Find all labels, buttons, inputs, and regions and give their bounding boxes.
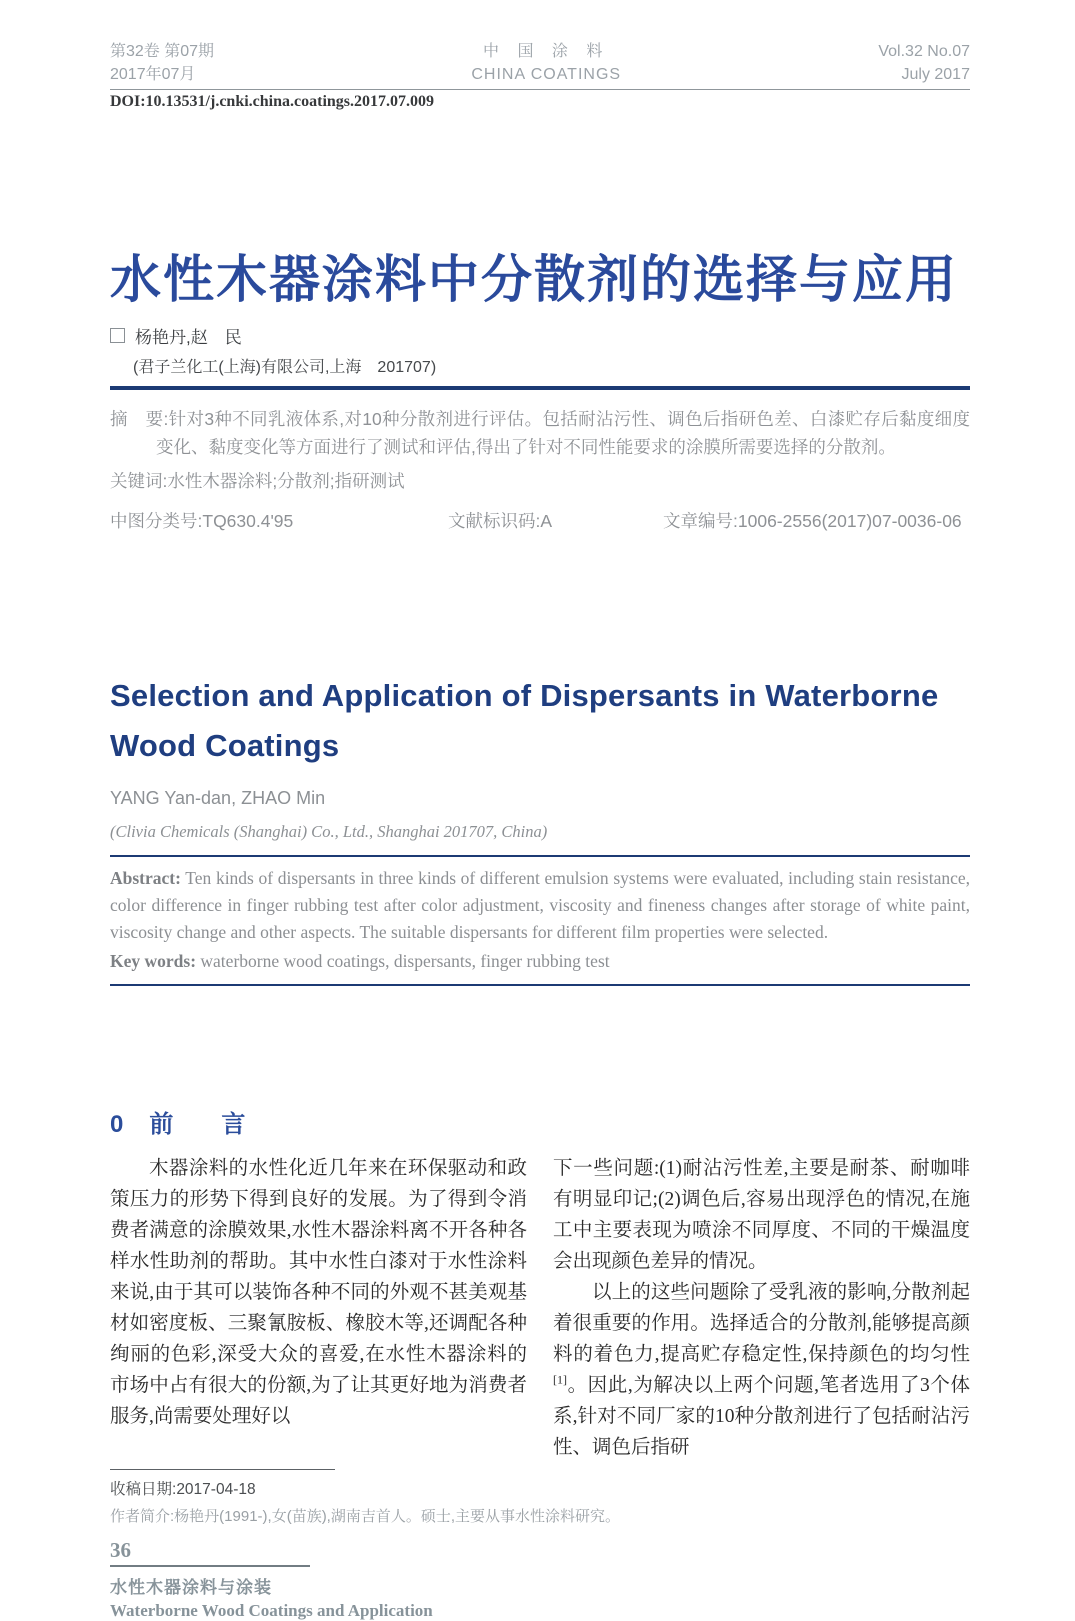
intro-paragraph-right-1: 下一些问题:(1)耐沾污性差,主要是耐茶、耐咖啡有明显印记;(2)调色后,容易出现浮色的情况,在施工中主要表现为喷涂不同厚度、不同的干燥温度会出现颜色差异的情况。 — [553, 1158, 970, 1272]
abstract-divider-top — [110, 855, 970, 857]
abstract-text-en: Ten kinds of dispersants in three kinds of different emulsion systems were evaluated, including stain resistance, color difference in finger rubbing test after color adjustment, viscosity and fineness changes after storage of white paint, viscosity change and other aspects. The suitable dispersants for different film properties were selected. — [110, 868, 970, 942]
authors-cn: 杨艳丹,赵 民 — [135, 328, 242, 347]
body-column-right — [553, 1153, 970, 1463]
footnote-block — [110, 1469, 970, 1526]
author-marker-square-icon — [110, 328, 125, 343]
affiliation-en: (Clivia Chemicals (Shanghai) Co., Ltd., Shanghai 201707, China) — [110, 822, 548, 841]
body-columns — [110, 1153, 970, 1463]
doi-line: DOI:10.13531/j.cnki.china.coatings.2017.07.009 — [110, 93, 435, 110]
author-bio: 作者简介:杨艳丹(1991-),女(苗族),湖南吉首人。硕士,主要从事水性涂料研究。 — [110, 1508, 621, 1525]
page-footer — [110, 1538, 970, 1621]
page — [110, 0, 970, 1621]
header-issue-en — [878, 40, 970, 86]
abstract-label-cn: 摘 要: — [110, 409, 169, 429]
affiliation-cn: (君子兰化工(上海)有限公司,上海 201707) — [133, 359, 437, 376]
journal-name-en: CHINA COATINGS — [471, 66, 622, 83]
journal-name-cn: 中 国 涂 料 — [483, 43, 610, 60]
abstract-divider-bottom — [110, 984, 970, 986]
section-number: 0 — [110, 1111, 124, 1138]
volume-issue-en: Vol.32 No.07 — [878, 43, 970, 60]
keywords-label-cn: 关键词: — [110, 471, 168, 491]
article-title-en: Selection and Application of Dispersants in Waterborne Wood Coatings — [110, 678, 939, 763]
article-title-cn: 水性木器涂料中分散剂的选择与应用 — [110, 251, 959, 308]
keywords-text-cn: 水性木器涂料;分散剂;指研测试 — [167, 471, 405, 491]
clc-number: 中图分类号:TQ630.4'95 — [110, 511, 294, 531]
keywords-label-en: Key words: — [110, 951, 197, 971]
author-line-cn — [110, 323, 970, 348]
intro-paragraph-left: 木器涂料的水性化近几年来在环保驱动和政策压力的形势下得到良好的发展。为了得到令消费者满意的涂膜效果,水性木器涂料离不开各种各样水性助剂的帮助。其中水性白漆对于水性涂料来说,由于其可以装饰各种不同的外观不甚美观基材如密度板、三聚氰胺板、橡胶木等,还调配各种绚丽的色彩,深受大众的喜爱,在水性木器涂料的市场中占有很大的份额,为了让其更好地为消费者服务,尚需要处理好以 — [110, 1158, 527, 1427]
title-divider-thick — [110, 386, 970, 390]
classification-row — [110, 507, 970, 535]
header-journal-name — [471, 40, 621, 86]
date-en: July 2017 — [901, 66, 970, 83]
volume-issue-cn: 第32卷 第07期 — [110, 43, 215, 60]
section-heading-intro — [110, 1104, 970, 1139]
header-divider — [110, 89, 970, 90]
intro-paragraph-right-2: 以上的这些问题除了受乳液的影响,分散剂起着很重要的作用。选择适合的分散剂,能够提高颜料的着色力,提高贮存稳定性,保持颜色的均匀性[1]。因此,为解决以上两个问题,笔者选用了3个体系,针对不同厂家的10种分散剂进行了包括耐沾污性、调色后指研 — [553, 1282, 970, 1458]
abstract-block-cn — [110, 405, 970, 535]
article-number: 文章编号:1006-2556(2017)07-0036-06 — [663, 511, 962, 531]
abstract-block-en — [110, 865, 970, 975]
keywords-text-en: waterborne wood coatings, dispersants, finger rubbing test — [196, 951, 610, 971]
keywords-cn — [110, 467, 970, 495]
section-title: 前 言 — [149, 1111, 258, 1138]
body-column-left — [110, 1153, 527, 1463]
document-code: 文献标识码:A — [448, 511, 553, 531]
page-number-rule — [110, 1565, 310, 1567]
abstract-cn — [110, 405, 970, 461]
date-cn: 2017年07月 — [110, 66, 196, 83]
footnote-divider — [110, 1469, 335, 1470]
abstract-text-cn: 针对3种不同乳液体系,对10种分散剂进行评估。包括耐沾污性、调色后指研色差、白漆贮存后黏度细度变化、黏度变化等方面进行了测试和评估,得出了针对不同性能要求的涂膜所需要选择的分散剂。 — [156, 409, 970, 457]
received-date: 收稿日期:2017-04-18 — [110, 1481, 256, 1498]
abstract-label-en: Abstract: — [110, 868, 181, 888]
keywords-en — [110, 948, 970, 975]
authors-en: YANG Yan-dan, ZHAO Min — [110, 788, 326, 808]
citation-ref-1: [1] — [553, 1372, 567, 1387]
footer-column-title-cn: 水性木器涂料与涂装 — [110, 1578, 272, 1597]
abstract-en — [110, 865, 970, 946]
header-issue-cn — [110, 40, 214, 86]
journal-header — [110, 0, 970, 86]
page-number: 36 — [110, 1538, 131, 1562]
footer-column-title-en: Waterborne Wood Coatings and Application — [110, 1601, 433, 1620]
